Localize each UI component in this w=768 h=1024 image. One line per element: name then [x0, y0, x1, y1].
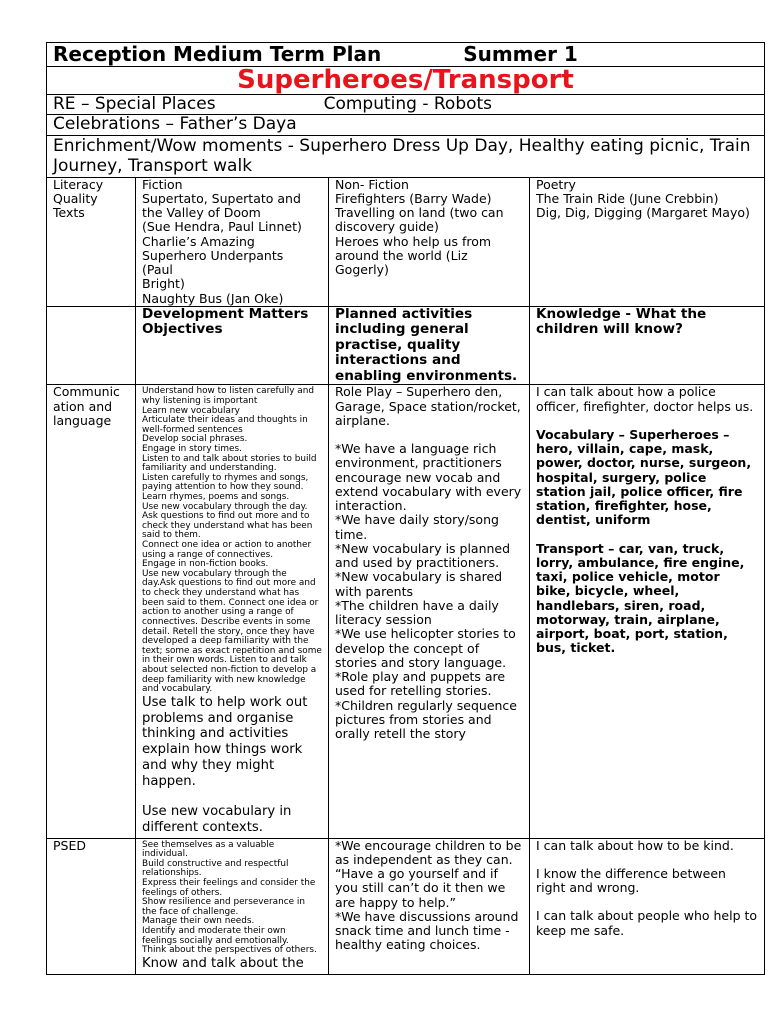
right-wrong-knowledge: I know the difference between right and wrong. [536, 865, 726, 896]
empty-heading-cell [47, 306, 136, 384]
poetry-texts: Poetry The Train Ride (June Crebbin) Dig, Dig, Digging (Margaret Mayo) [530, 177, 765, 306]
psed-planned: *We encourage children to be as independent as they can. “Have a go yourself and if you still can’t do it then we are happy to help.” *We have discussions around snack time and lunch time - healthy eating choices. [329, 838, 530, 974]
psed-objective-know: Know and talk about the [142, 955, 304, 971]
psed-objectives-small: See themselves as a valuable individual. Build constructive and respectful relationships. Express their feelings and consider the feelings of others. Show resilience and perseverance in the face of challenge. Manage their own needs. Identify and moderate their own feelings socially and emotionally. Think about the perspectives of others. [142, 839, 317, 956]
enrichment-cell: Enrichment/Wow moments - Superhero Dress Up Day, Healthy eating picnic, Train Journey, Transport walk [47, 135, 765, 177]
topic-row [47, 66, 765, 94]
term-label: Summer 1 [463, 42, 578, 66]
celebrations-cell: Celebrations – Father’s Daya [47, 115, 765, 135]
title-row [47, 43, 765, 67]
celebrations-row [47, 115, 765, 135]
transport-vocabulary: Transport – car, van, truck, lorry, ambulance, fire engine, taxi, police vehicle, motor bike, bicycle, wheel, handlebars, siren, road, motorway, train, airplane, airport, boat, port, station, bus, ticket. [536, 540, 745, 656]
topic-title: Superheroes/Transport [47, 66, 765, 94]
re-computing-cell [47, 95, 765, 115]
computing-topic: Computing - Robots [323, 94, 493, 115]
helpers-knowledge: I can talk about how a police officer, firefighter, doctor helps us. [536, 384, 754, 414]
literacy-label: Literacy Quality Texts [47, 177, 136, 306]
knowledge-heading: Knowledge - What the children will know? [530, 306, 765, 384]
communication-planned [329, 385, 530, 838]
psed-row [47, 838, 765, 974]
communication-objective-problems: Use talk to help work out problems and organise thinking and activities explain how things work and why they might happen. [142, 694, 308, 790]
fiction-texts: Fiction Supertato, Supertato and the Valley of Doom (Sue Hendra, Paul Linnet) Charlie’s Amazing Superhero Underpants (Paul Bright) Naughty Bus (Jan Oke) [136, 177, 329, 306]
enrichment-row [47, 135, 765, 177]
communication-planned-list: *We have a language rich environment, practitioners encourage new vocab and extend vocabulary with every interaction. *We have daily story/song time. *New vocabulary is planned and used by practitioners. *New vocabulary is shared with parents *The children have a daily literacy session *We use helicopter stories to develop the concept of stories and story language. *Role play and puppets are used for retelling stories. *Children regularly sequence pictures from stories and orally retell the story [335, 441, 522, 742]
re-computing-row [47, 95, 765, 115]
planned-heading: Planned activities including general practise, quality interactions and enabling environments. [329, 306, 530, 384]
communication-knowledge [530, 385, 765, 838]
role-play-text: Role Play – Superhero den, Garage, Space station/rocket, airplane. [335, 384, 521, 428]
communication-label: Communic ation and language [47, 385, 136, 838]
column-headings-row [47, 306, 765, 384]
communication-row [47, 385, 765, 838]
plan-title: Reception Medium Term Plan [53, 42, 382, 66]
kindness-knowledge: I can talk about how to be kind. [536, 837, 734, 853]
superheroes-vocabulary: Vocabulary – Superheroes – hero, villain, cape, mask, power, doctor, nurse, surgeon, hospital, surgery, police station jail, police officer, fire station, firefighter, hose, dentist, uniform [536, 426, 752, 528]
communication-objective-vocabulary: Use new vocabulary in different contexts. [142, 803, 292, 835]
communication-objectives-small: Understand how to listen carefully and why listening is important Learn new vocabulary Articulate their ideas and thoughts in well-formed sentences Develop social phrases. Engage in story times. Listen to and talk about stories to build familiarity and understanding. Listen carefully to rhymes and songs, paying attention to how they sound. Learn rhymes, poems and songs. Use new vocabulary through the day. Ask questions to find out more and to check they understand what has been said to them. Connect one idea or action to another using a range of connectives. Engage in non-fiction books. Use new vocabulary through the day.Ask questions to find out more and to check they understand what has been said to them. Connect one idea or action to another using a range of connectives. Describe events in some detail. Retell the story, once they have developed a deep familiarity with the text; some as exact repetition and some in their own words. Listen to and talk about selected non-fiction to develop a deep familiarity with new knowledge and vocabulary. [142, 386, 322, 695]
safety-knowledge: I can talk about people who help to keep me safe. [536, 908, 758, 938]
re-topic: RE – Special Places [53, 94, 216, 115]
psed-objectives [136, 838, 329, 974]
psed-knowledge [530, 838, 765, 974]
psed-label: PSED [47, 838, 136, 974]
communication-objectives [136, 385, 329, 838]
nonfiction-texts: Non- Fiction Firefighters (Barry Wade) Travelling on land (two can discovery guide) Heroes who help us from around the world (Liz Gogerly) [329, 177, 530, 306]
literacy-row [47, 177, 765, 306]
medium-term-plan-table [46, 42, 765, 975]
title-cell [47, 43, 765, 67]
dm-heading: Development Matters Objectives [136, 306, 329, 384]
